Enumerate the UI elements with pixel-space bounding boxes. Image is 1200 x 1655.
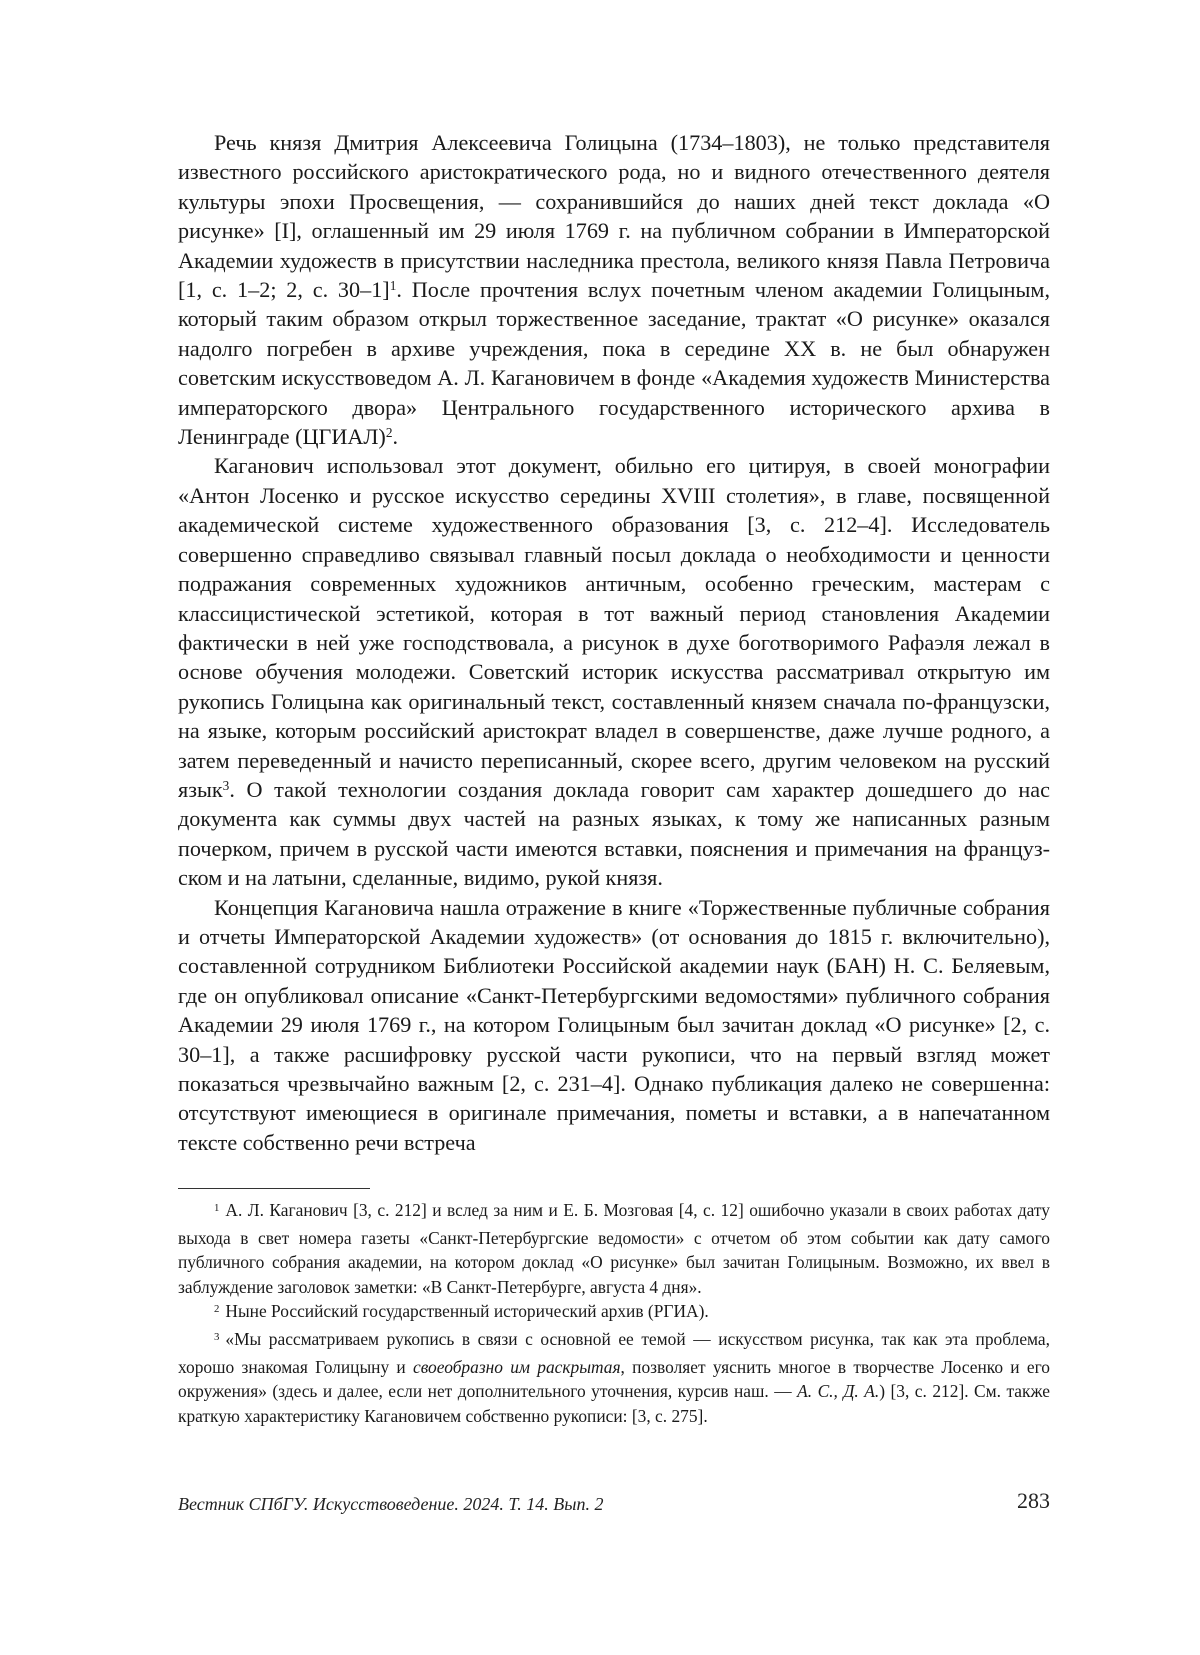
footnote-ref-2[interactable]: 2 [385, 424, 393, 440]
footnote-2 [178, 1299, 1050, 1327]
paragraph-2-text-b: . О такой технологии создания доклада говорит сам характер дошедшего до нас документа как суммы двух частей на разных языках, к тому же написанных разным почерком, причем в русской части имеются вставки, пояснения и примечания на французском и на латыни, сделанные, видимо, рукой князя. [178, 776, 1050, 891]
paragraph-1-text-c: . [392, 424, 399, 450]
article-body [178, 128, 1050, 1157]
paragraph-2-text-a: Каганович использовал этот документ, обильно его цитируя, в своей монографии «Антон Лосенко и русское искусство середины XVIII столетия», в главе, посвященной академической системе художественного образования [3, с. 212–4]. Исследователь совершенно справедливо связывал главный посыл доклада о необходимости и ценности подражания современных художников античным, особенно греческим, мастерам с классицистической эстетикой, которая в тот важный период становления Академии фактически в ней уже господствовала, а рисунок в духе боготворимого Рафаэля лежал в основе обучения молодежи. Советский историк искусства рассматривал открытую им рукопись Голицына как оригинальный текст, составленный князем сначала по-французски, на языке, которым российский аристократ владел в совершенстве, даже лучше родного, а затем переведенный и начисто переписанный, скорее всего, другим человеком на русский язык [178, 453, 1050, 802]
footnote-ref-1[interactable]: 1 [389, 277, 397, 293]
footnote-3-italic-1: своеобразно им раскрытая [413, 1356, 621, 1377]
footnote-divider [178, 1188, 370, 1189]
footnote-3-mark: 3 [214, 1330, 220, 1343]
footnote-3 [178, 1327, 1050, 1428]
paragraph-3: Концепция Кагановича нашла отражение в книге «Торжественные публичные собрания и отчеты Императорской Академии художеств» (от основания до 1815 г. включительно), составленной сотрудником Библиотеки Российской академии наук (БАН) Н. С. Беляевым, где он опубликовал описание «Санкт-Петербургскими ведомостями» публичного собрания Академии 29 июля 1769 г., на котором Голицыным был зачитан доклад «О рисунке» [2, с. 30–1], а также расшифровку русской части рукописи, что на первый взгляд может показаться чрезвычайно важным [2, с. 231–4]. Однако публикация далеко не совершенна: отсутствуют имеющиеся в оригинале примечания, пометы и вставки, а в напечатанном тексте собственно речи встреча [178, 894, 1050, 1155]
footnote-1-mark: 1 [214, 1201, 220, 1214]
footnote-1-text: А. Л. Каганович [3, с. 212] и вслед за ним и Е. Б. Мозговая [4, с. 12] ошибочно указали в своих работах дату выхода в свет номера газеты «Санкт-Петербургские ведомости» с отчетом об этом событии как дату самого публичного собрания академии, на котором доклад «О рисунке» был зачитан Голицыным. Возможно, их ввел в заблуждение заголовок заметки: «В Санкт-Петербурге, августа 4 дня». [178, 1200, 1050, 1297]
footnote-3-text-b: , позволяет уяснить многое в творчестве Лосенко и его окружения» (здесь и далее, если нет дополнительного уточнения, курсив наш. — [178, 1356, 1050, 1402]
journal-title: Вестник СПбГУ. Искусствоведение. 2024. Т. 14. Вып. 2 [178, 1494, 604, 1514]
footnote-2-mark: 2 [214, 1302, 220, 1315]
page-number: 283 [1017, 1488, 1050, 1513]
footnote-3-italic-2: А. С., Д. А. [797, 1381, 880, 1402]
footnote-2-text: Ныне Российский государственный исторический архив (РГИА). [225, 1301, 709, 1322]
paragraph-2 [178, 451, 1050, 892]
footnote-ref-3[interactable]: 3 [222, 777, 230, 793]
footnote-3-text-c: ) [3, с. 212]. См. также краткую характеристику Кагановичем собственно рукописи: [3, с. 275]. [178, 1381, 1050, 1426]
footnote-3-text-a: «Мы рассматриваем рукопись в связи с основной ее темой — искусством рисунка, так как эта проблема, хорошо знакомая Голицыну и [178, 1328, 1050, 1377]
paragraph-1 [178, 128, 1050, 451]
paragraph-1-text-a: Речь князя Дмитрия Алексеевича Голицына (1734–1803), не только представителя известного российского аристократического рода, но и видного отечественного деятеля культуры эпохи Просвещения, — сохранившийся до наших дней текст доклада «О рисунке» [I], оглашенный им 29 июля 1769 г. на публичном собрании в Императорской Академии художеств в присутствии наследника престола, великого князя Павла Петровича [1, с. 1–2; 2, с. 30–1] [178, 130, 1050, 303]
footnotes [178, 1198, 1050, 1428]
footnote-1 [178, 1198, 1050, 1299]
paragraph-1-text-b: . После прочтения вслух почетным членом академии Голицыным, который таким образом открыл торжественное заседание, трактат «О рисунке» оказался надолго погребен в архиве учреждения, пока в середине XX в. не был обнаружен советским искусствоведом А. Л. Кагановичем в фонде «Академия художеств Министерства императорского двора» Центрального государственного исторического архива в Ленинграде (ЦГИАЛ) [178, 277, 1050, 450]
